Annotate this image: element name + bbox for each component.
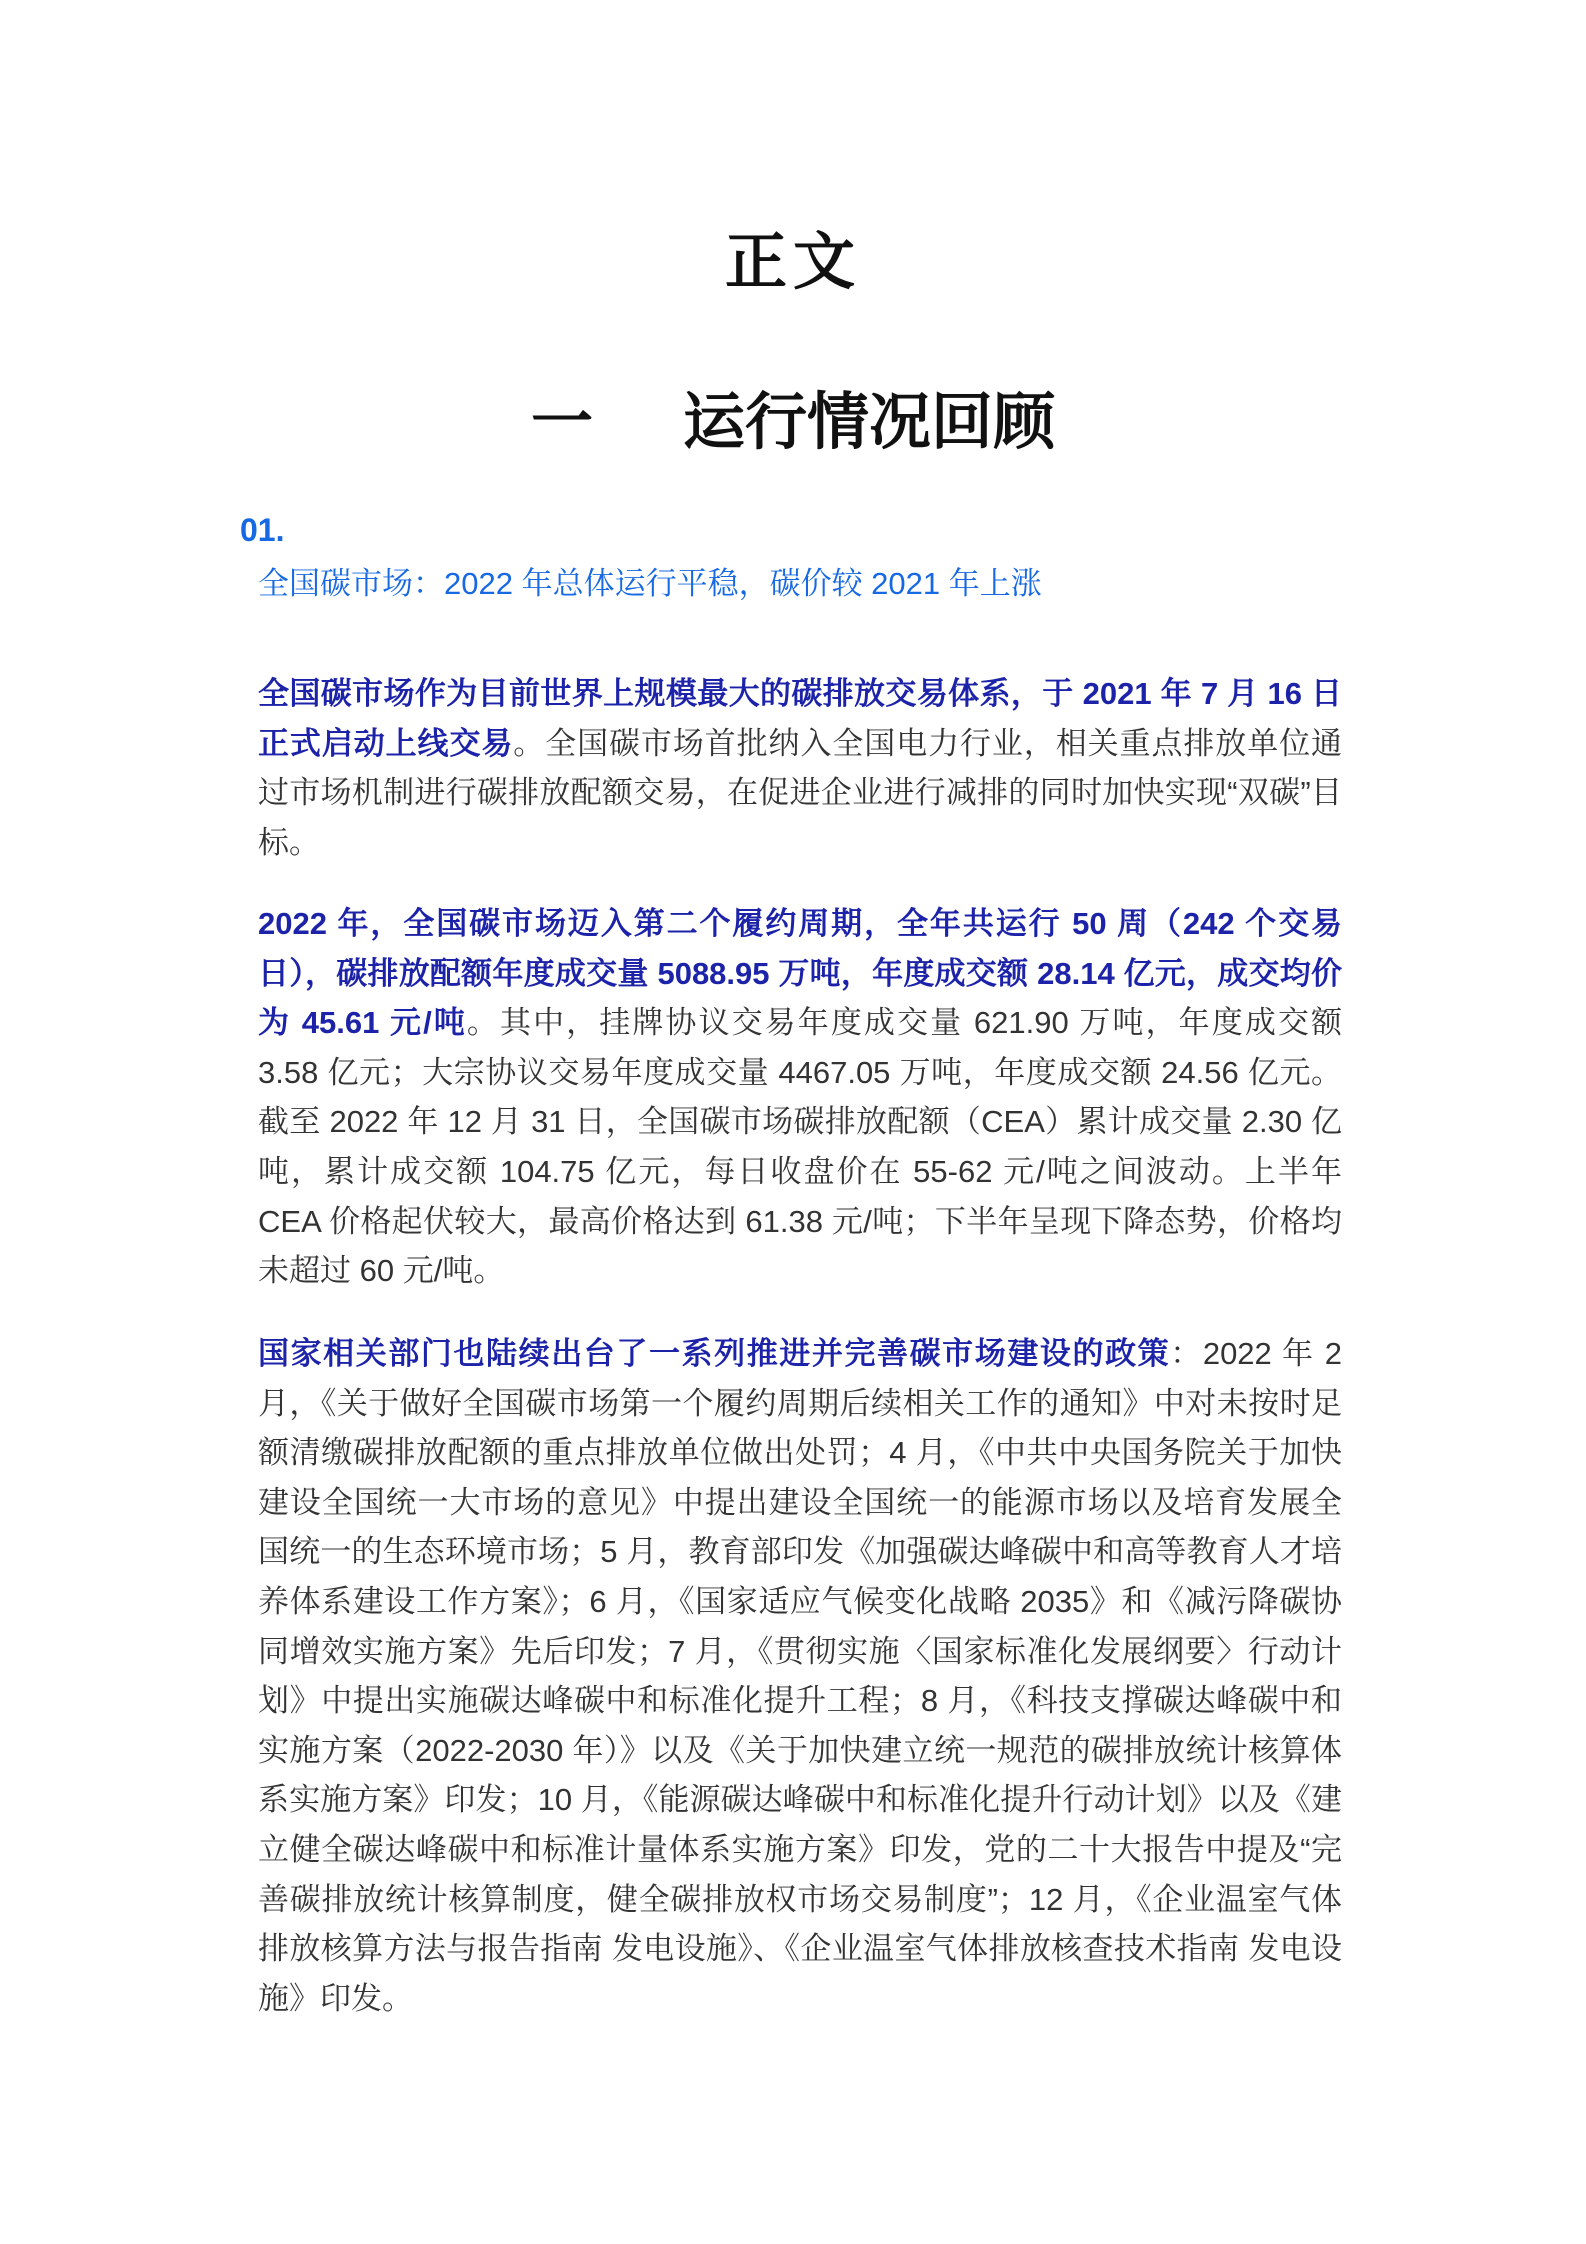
paragraph-text: 。其中，挂牌协议交易年度成交量 621.90 万吨，年度成交额 3.58 亿元；大宗协议交易年度成交量 4467.05 万吨，年度成交额 24.56 亿元。截至 2022 年 12 月 31 日，全国碳市场碳排放配额（CEA）累计成交量 2.30 亿吨，累计成交额 104.75 亿元，每日收盘价在 55-62 元/吨之间波动。上半年 CEA 价格起伏较大，最高价格达到 61.38 元/吨；下半年呈现下降态势，价格均未超过 60 元/吨。 [258,1005,1342,1289]
chapter-title: 运行情况回顾 [683,389,1056,457]
page-title: 正文 [724,229,861,297]
paragraph-policies [258,1329,1342,2023]
paragraph-highlight: 全国碳市场作为目前世界上规模最大的碳排放交易体系，于 2021 年 7 月 16 日正式启动上线交易 [258,676,1342,761]
paragraph-national-carbon-market [258,669,1342,867]
paragraph-text: ：2022 年 2 月，《关于做好全国碳市场第一个履约周期后续相关工作的通知》中对未按时足额清缴碳排放配额的重点排放单位做出处罚；4 月，《中共中央国务院关于加快建设全国统一大市场的意见》中提出建设全国统一的能源市场以及培育发展全国统一的生态环境市场；5 月，教育部印发《加强碳达峰碳中和高等教育人才培养体系建设工作方案》；6 月，《国家适应气候变化战略 2035》和《减污降碳协同增效实施方案》先后印发；7 月，《贯彻实施〈国家标准化发展纲要〉行动计划》中提出实施碳达峰碳中和标准化提升工程；8 月，《科技支撑碳达峰碳中和实施方案（2022-2030 年）》以及《关于加快建立统一规范的碳排放统计核算体系实施方案》印发；10 月，《能源碳达峰碳中和标准化提升行动计划》以及《建立健全碳达峰碳中和标准计量体系实施方案》印发，党的二十大报告中提及“完善碳排放统计核算制度，健全碳排放权市场交易制度”；12 月，《企业温室气体排放核算方法与报告指南 发电设施》、《企业温室气体排放核查技术指南 发电设施》印发。 [258,1336,1342,2016]
section-number: 01. [240,512,285,548]
chapter-number: 一 [530,389,593,457]
paragraph-text: 。全国碳市场首批纳入全国电力行业，相关重点排放单位通过市场机制进行碳排放配额交易，在促进企业进行减排的同时加快实现“双碳”目标。 [258,725,1343,860]
paragraph-highlight: 2022 年，全国碳市场迈入第二个履约周期，全年共运行 50 周（242 个交易日），碳排放配额年度成交量 5088.95 万吨，年度成交额 28.14 亿元，成交均价为 45.61 元/吨 [258,906,1342,1041]
paragraph-2022-trading-stats [258,899,1342,1296]
section-title: 全国碳市场：2022 年总体运行平稳，碳价较 2021 年上涨 [258,566,1042,601]
chapter-heading [0,372,1586,461]
paragraph-highlight: 国家相关部门也陆续出台了一系列推进并完善碳市场建设的政策 [258,1336,1171,1371]
